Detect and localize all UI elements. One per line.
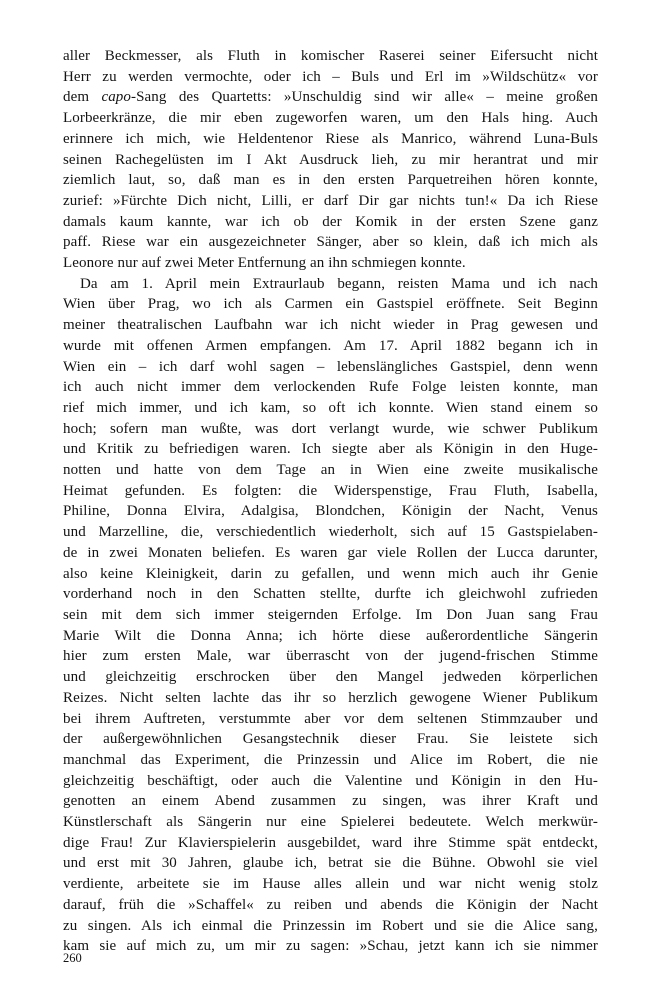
text-line: meiner theatralischen Laufbahn war ich nicht wieder in Prag gewesen und xyxy=(63,317,598,334)
text-line: hoch; sofern man wußte, was dort verlangt wurde, wie schwer Publikum xyxy=(63,420,598,437)
text-line: paff. Riese war ein ausgezeichneter Sänger, aber so klein, daß ich mich als xyxy=(63,234,598,251)
text-line: und gleichzeitig erschrocken über den Mangel jedweden körperlichen xyxy=(63,669,598,686)
text-line: sein mit dem sich immer steigernden Erfolge. Im Don Juan sang Frau xyxy=(63,606,598,623)
text-line: rief mich immer, und ich kam, so oft ich konnte. Wien stand einem so xyxy=(63,399,598,416)
text-line: Wien ein – ich darf wohl sagen – lebenslängliches Gastspiel, denn wenn xyxy=(63,358,598,375)
paragraph xyxy=(63,46,598,274)
text-line: gleichzeitig beschäftigt, oder auch die Valentine und Königin in den Hu- xyxy=(63,772,598,789)
text-segment: dem xyxy=(63,89,102,106)
text-line: der außergewöhnlichen Gesangstechnik dieser Frau. Sie leistete sich xyxy=(63,731,598,748)
text-line: Leonore nur auf zwei Meter Entfernung an ihn schmiegen konnte. xyxy=(63,255,466,272)
text-line: manchmal das Experiment, die Prinzessin und Alice im Robert, die nie xyxy=(63,751,598,768)
text-line: dige Frau! Zur Klavierspielerin ausgebildet, ward ihre Stimme spät entdeckt, xyxy=(63,834,598,851)
text-line: darauf, früh die »Schaffel« zu reiben und abends die Königin der Nacht xyxy=(63,896,598,913)
text-line: ich auch nicht immer dem verlockenden Rufe Folge leisten konnte, man xyxy=(63,379,598,396)
text-line: und Kritik zu befriedigen waren. Ich siegte aber als Königin in den Huge- xyxy=(63,441,598,458)
text-block xyxy=(63,46,598,957)
text-line: seinen Rachegelüsten im I Akt Ausdruck lieh, zu mir herantrat und mir xyxy=(63,151,598,168)
page-number: 260 xyxy=(63,951,82,965)
text-line: kam sie auf mich zu, um mir zu sagen: »Schau, jetzt kann ich sie nimmer xyxy=(63,938,598,955)
text-line: Heimat gefunden. Es folgten: die Widerspenstige, Frau Fluth, Isabella, xyxy=(63,482,598,499)
text-segment: -Sang des Quartetts: »Unschuldig sind wir alle« – meine großen xyxy=(131,89,598,106)
text-line: und Marzelline, die, verschiedentlich wiederholt, sich auf 15 Gastspielaben- xyxy=(63,524,598,541)
text-line: damals kaum kannte, war ich ob der Komik in der ersten Szene ganz xyxy=(63,213,598,230)
italic-text-segment: capo xyxy=(101,89,132,106)
text-line: notten und hatte von dem Tage an in Wien eine zweite musikalische xyxy=(63,462,598,479)
text-line: zu singen. Als ich einmal die Prinzessin im Robert und sie die Alice sang, xyxy=(63,917,598,934)
text-line: ziemlich laut, so, daß man es in den ersten Parquetreihen hören konnte, xyxy=(63,172,598,189)
text-line: genotten an einem Abend zusammen zu singen, was ihrer Kraft und xyxy=(63,793,598,810)
text-line: Marie Wilt die Donna Anna; ich hörte diese außerordentliche Sängerin xyxy=(63,627,598,644)
text-line: erinnere ich mich, wie Heldentenor Riese als Manrico, während Luna-Buls xyxy=(63,130,598,147)
text-line xyxy=(63,87,598,108)
text-line: also keine Kleinigkeit, darin zu gefallen, und wenn mich auch ihr Genie xyxy=(63,565,598,582)
text-line: Künstlerschaft als Sängerin nur eine Spielerei bedeutete. Welch merkwür- xyxy=(63,814,598,831)
text-line: Da am 1. April mein Extraurlaub begann, reisten Mama und ich nach xyxy=(80,275,598,292)
text-line: Wien über Prag, wo ich als Carmen ein Gastspiel eröffnete. Seit Beginn xyxy=(63,296,598,313)
text-line: Philine, Donna Elvira, Adalgisa, Blondchen, Königin der Nacht, Venus xyxy=(63,503,598,520)
text-line: wurde mit offenen Armen empfangen. Am 17. April 1882 begann ich in xyxy=(63,337,598,354)
text-line: de in zwei Monaten beliefen. Es waren gar viele Rollen der Lucca darunter, xyxy=(63,544,598,561)
text-line: vorderhand noch in den Schatten stellte, durfte ich gleichwohl zufrieden xyxy=(63,586,598,603)
text-line: Lorbeerkränze, die mir eben zugeworfen waren, um den Hals hing. Auch xyxy=(63,110,598,127)
text-line: aller Beckmesser, als Fluth in komischer Raserei seiner Eifersucht nicht xyxy=(63,48,598,64)
text-line: Reizes. Nicht selten lachte das ihr so herzlich gewogene Wiener Publikum xyxy=(63,689,598,706)
paragraph xyxy=(63,274,598,957)
text-line: hier zum ersten Male, war überrascht von der jugend-frischen Stimme xyxy=(63,648,598,665)
text-line: und erst mit 30 Jahren, glaube ich, betrat sie die Bühne. Obwohl sie viel xyxy=(63,855,598,872)
text-line: verdiente, arbeitete sie im Hause alles allein und war nicht wenig stolz xyxy=(63,876,598,893)
text-line: bei ihrem Auftreten, verstummte aber vor dem seltenen Stimmzauber und xyxy=(63,710,598,727)
text-line: zurief: »Fürchte Dich nicht, Lilli, er darf Dir gar nichts tun!« Da ich Riese xyxy=(63,192,598,209)
text-line: Herr zu werden vermochte, oder ich – Buls und Erl im »Wildschütz« vor xyxy=(63,68,598,85)
